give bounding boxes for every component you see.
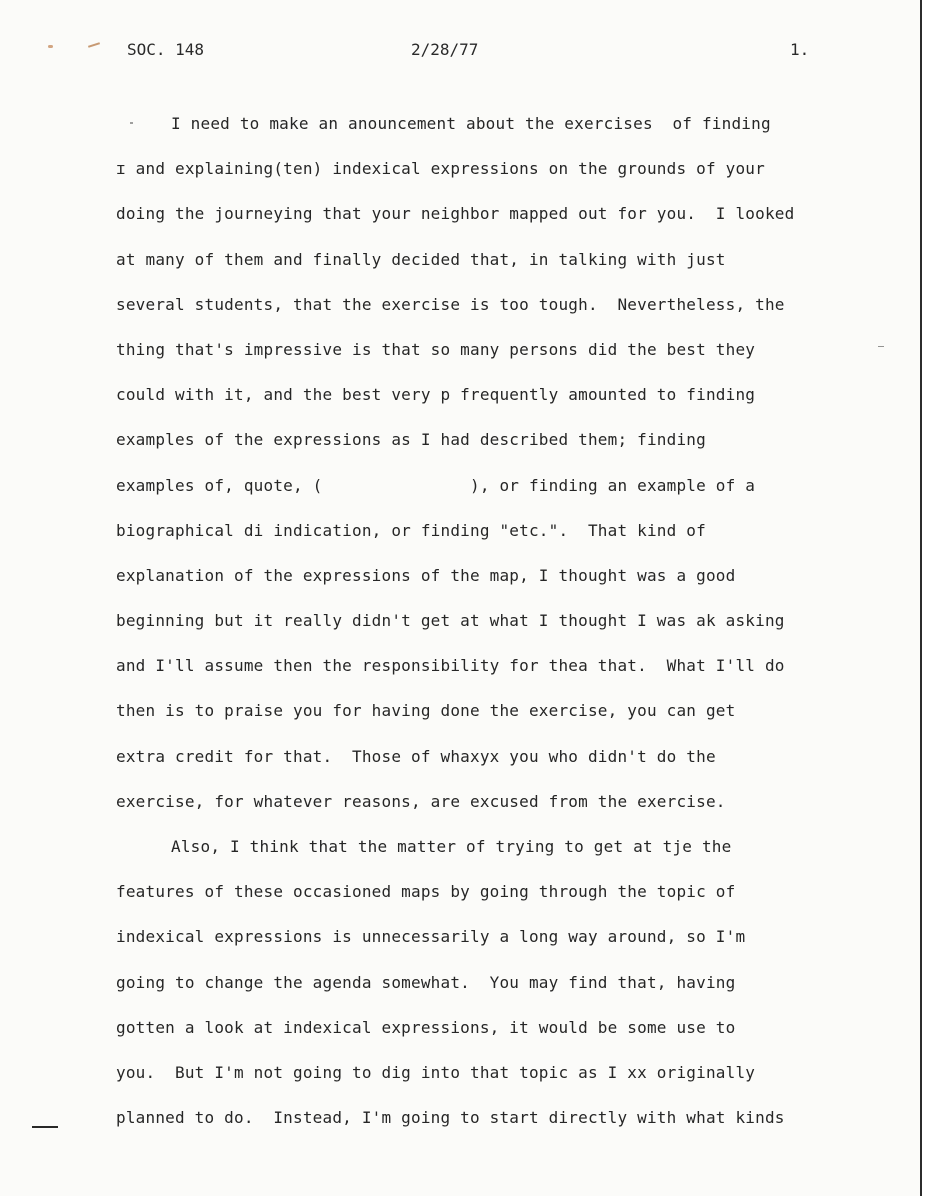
margin-pen-mark — [32, 1126, 58, 1128]
course-code: SOC. 148 — [127, 40, 205, 59]
text-line: at many of them and finally decided that, in talking with just — [116, 249, 726, 269]
text-line: gotten a look at indexical expressions, it would be some use to — [116, 1017, 736, 1037]
text-line: examples of, quote, ( ), or finding an example of a — [116, 475, 756, 495]
text-line: extra credit for that. Those of whaxyx you who didn't do the — [116, 746, 716, 766]
text-line: indexical expressions is unnecessarily a long way around, so I'm — [116, 927, 746, 947]
text-line: you. But I'm not going to dig into that topic as I xx originally — [116, 1062, 756, 1082]
text-line: features of these occasioned maps by going through the topic of — [116, 882, 736, 902]
text-line: and I'll assume then the responsibility for thea that. What I'll do — [116, 656, 785, 676]
text-line: biographical di indication, or finding "etc.". That kind of — [116, 520, 706, 540]
text-line: beginning but it really didn't get at what I thought I was ak asking — [116, 611, 785, 631]
text-line: ɪ and explaining(ten) indexical expressions on the grounds of your — [116, 159, 765, 179]
text-line: then is to praise you for having done the exercise, you can get — [116, 701, 736, 721]
text-line: exercise, for whatever reasons, are excused from the exercise. — [116, 791, 726, 811]
text-line: doing the journeying that your neighbor mapped out for you. I looked — [116, 204, 795, 224]
text-line: examples of the expressions as I had described them; finding — [116, 430, 706, 450]
text-line: I need to make an anouncement about the exercises of finding — [171, 114, 771, 133]
text-line: thing that's impressive is that so many persons did the best they — [116, 339, 756, 359]
text-line: planned to do. Instead, I'm going to start directly with what kinds — [116, 1108, 785, 1128]
transcript-body — [116, 110, 906, 1149]
text-line: going to change the agenda somewhat. You may find that, having — [116, 972, 736, 992]
page-header — [0, 40, 922, 66]
lecture-date: 2/28/77 — [411, 40, 479, 59]
page-number: 1. — [790, 40, 810, 59]
text-line: could with it, and the best very p frequently amounted to finding — [116, 385, 756, 405]
text-line: Also, I think that the matter of trying to get at tje the — [171, 837, 732, 856]
text-line: explanation of the expressions of the map, I thought was a good — [116, 565, 736, 585]
text-line: several students, that the exercise is too tough. Nevertheless, the — [116, 294, 785, 314]
